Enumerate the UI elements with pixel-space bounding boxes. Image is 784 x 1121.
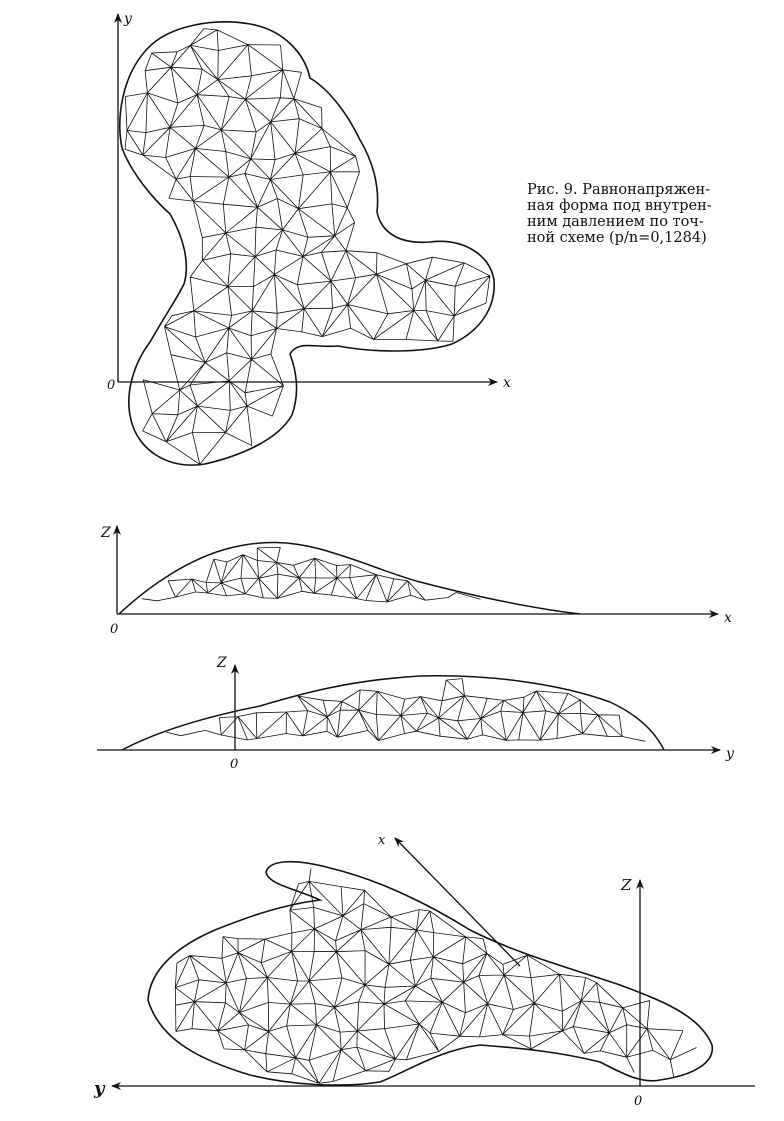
iso-view-outline bbox=[148, 862, 712, 1085]
side-view-origin-label: 0 bbox=[230, 757, 239, 772]
front-view-mesh bbox=[119, 542, 580, 614]
iso-view-origin-label: 0 bbox=[634, 1094, 643, 1109]
caption-line-4: ной схеме (p/n=0,1284) bbox=[527, 230, 707, 246]
front-view-origin-label: 0 bbox=[110, 622, 119, 637]
caption-line-3: ним давлением по точ- bbox=[527, 214, 704, 230]
iso-view-y-label: y bbox=[94, 1078, 105, 1099]
top-view-origin-label: 0 bbox=[107, 378, 116, 393]
iso-view-x-axis bbox=[395, 838, 520, 966]
iso-view-z-label: Z bbox=[621, 876, 632, 894]
iso-view-triangulation bbox=[175, 868, 696, 1083]
side-view-outline bbox=[122, 676, 664, 750]
front-view-triangulation bbox=[142, 547, 481, 602]
front-view bbox=[100, 525, 732, 637]
top-view-x-label: x bbox=[503, 375, 511, 391]
top-view-triangulation bbox=[125, 29, 490, 465]
side-view-mesh bbox=[122, 676, 664, 750]
side-view bbox=[97, 655, 735, 772]
caption-line-1: Рис. 9. Равнонапряжен- bbox=[527, 182, 711, 198]
iso-view bbox=[93, 833, 755, 1109]
top-view bbox=[107, 11, 511, 465]
side-view-y-label: y bbox=[726, 746, 734, 762]
iso-view-mesh bbox=[148, 862, 712, 1085]
top-view-outline bbox=[120, 22, 494, 465]
top-view-y-label: y bbox=[124, 11, 132, 27]
side-view-z-label: Z bbox=[217, 655, 227, 671]
caption-line-2: ная форма под внутрен- bbox=[527, 198, 712, 214]
top-view-mesh bbox=[120, 22, 494, 465]
front-view-z-label: Z bbox=[101, 525, 111, 541]
iso-view-x-label: x bbox=[378, 833, 386, 848]
front-view-x-label: x bbox=[724, 610, 732, 626]
